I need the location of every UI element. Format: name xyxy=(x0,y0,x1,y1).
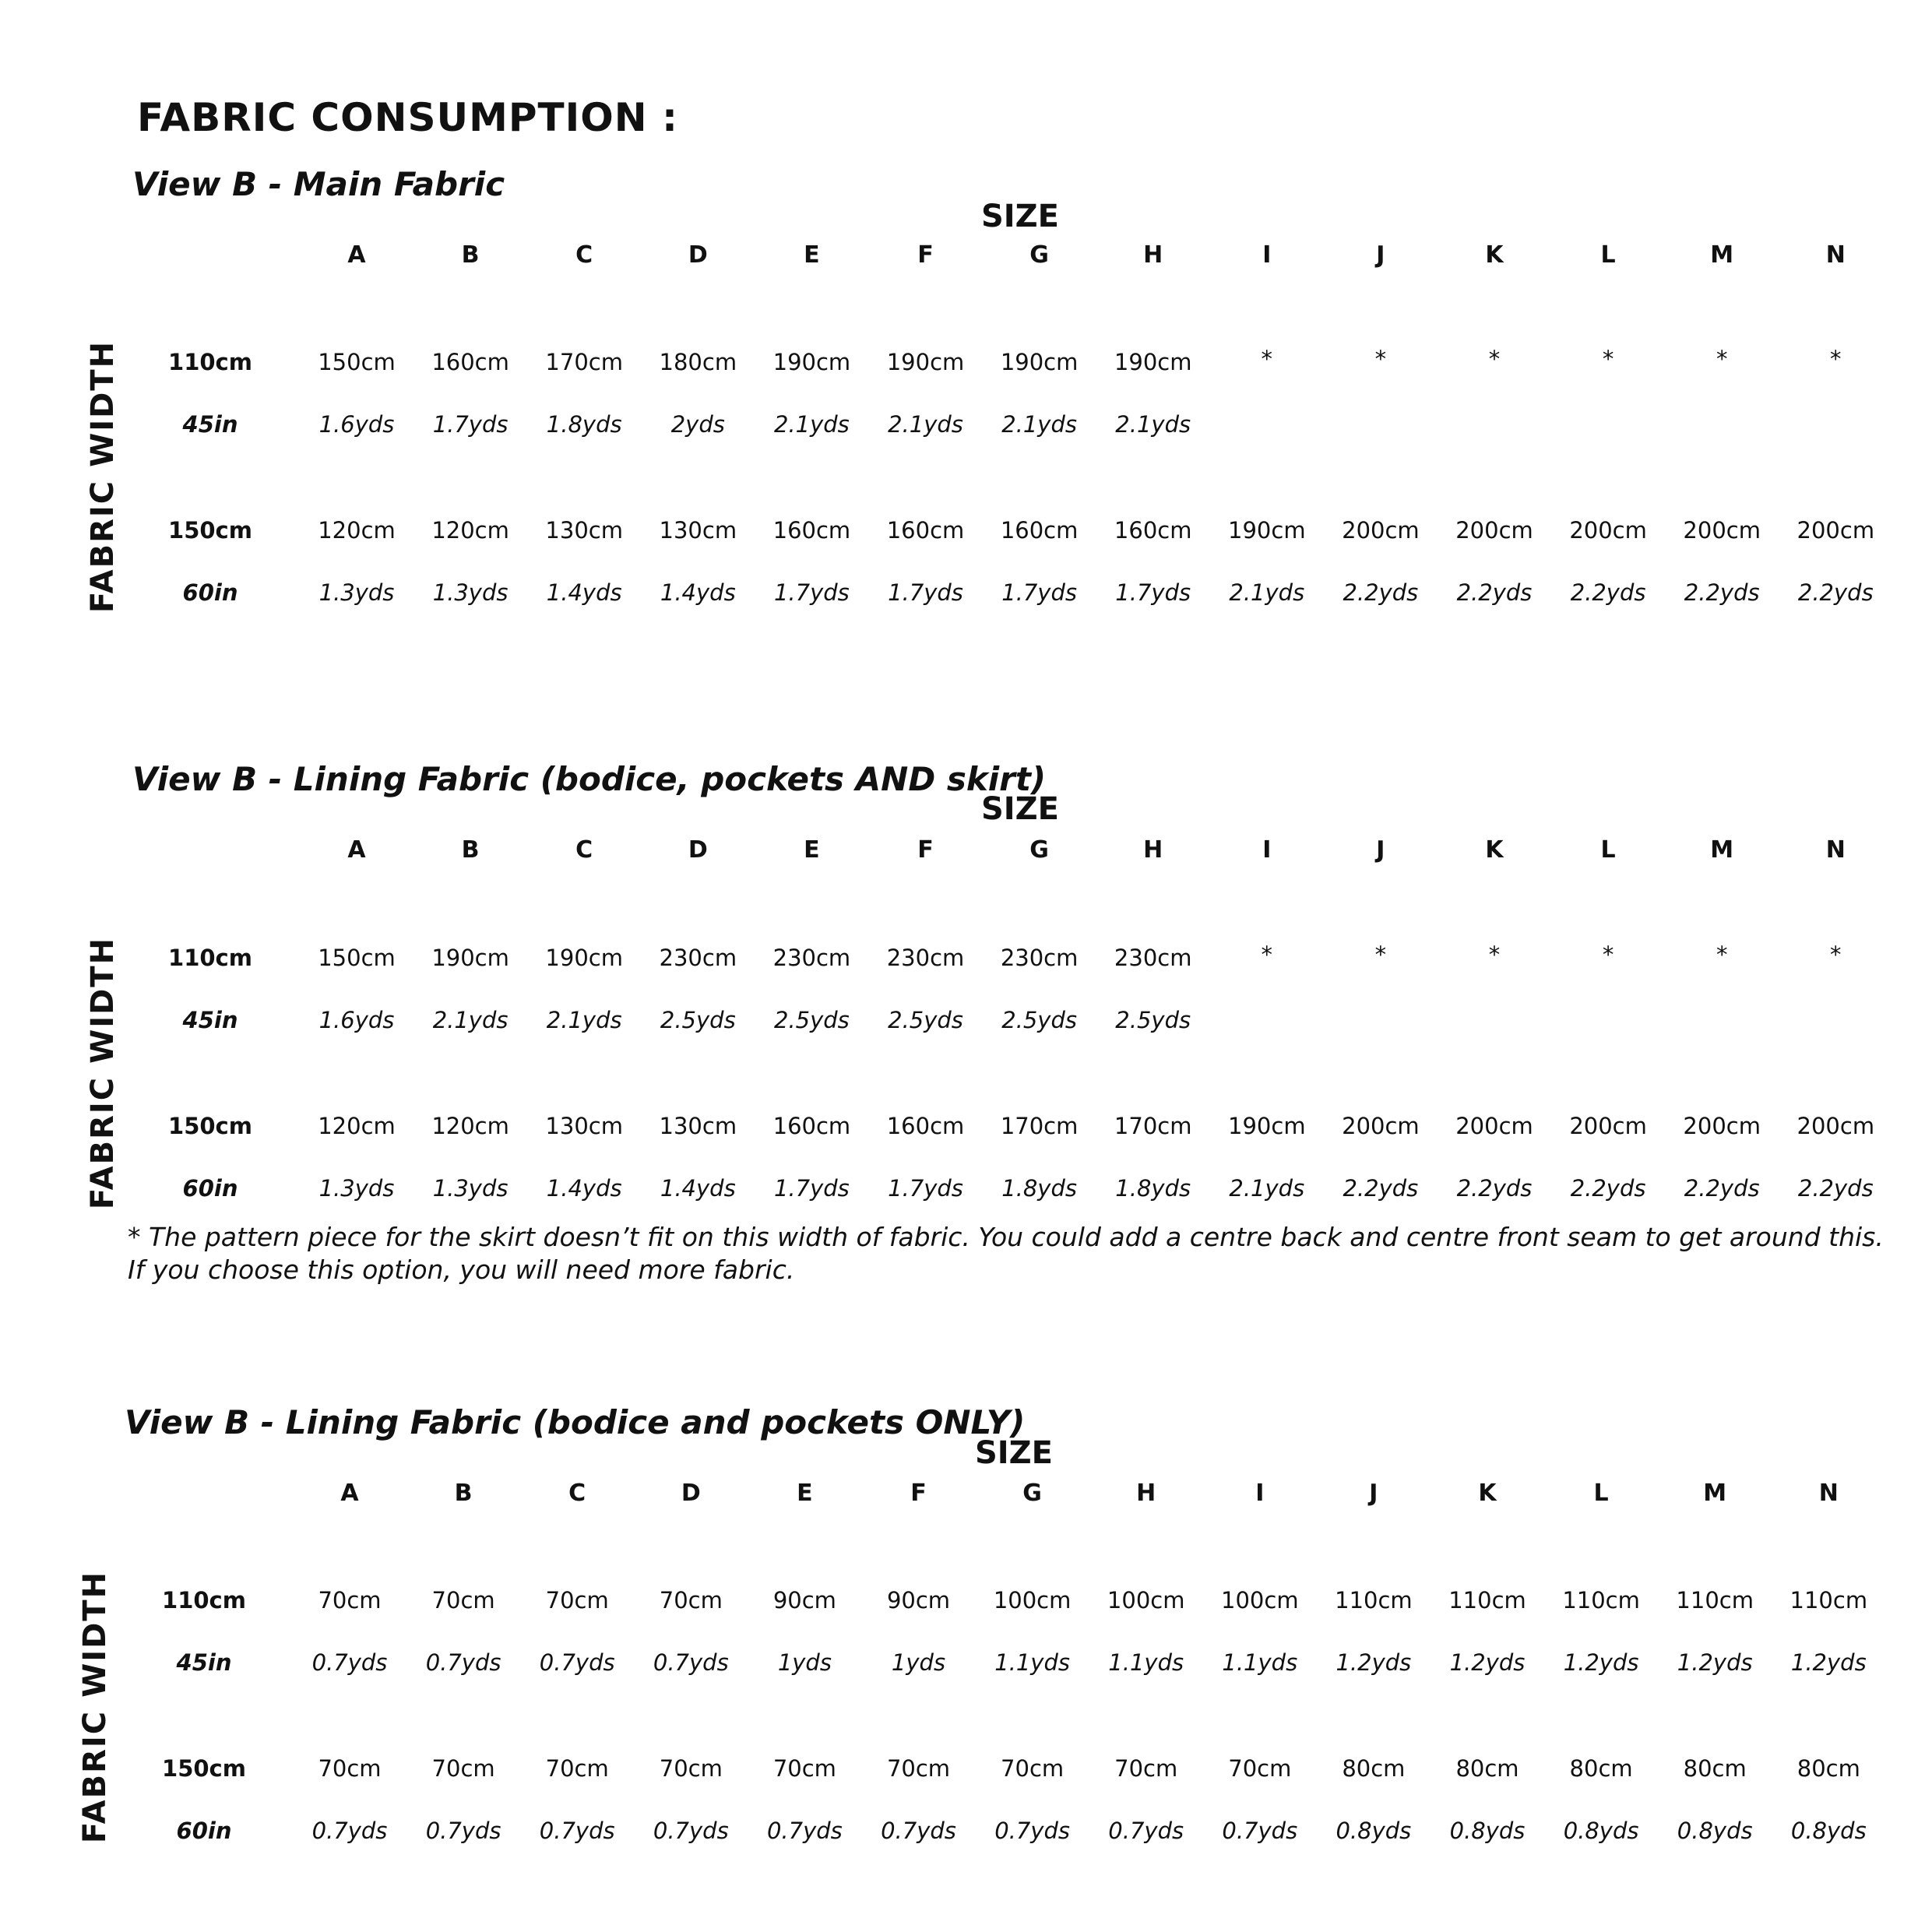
size-column-header: G xyxy=(1029,836,1049,864)
size-column-header: H xyxy=(1143,836,1163,864)
section-title: View B - Lining Fabric (bodice and pockets ONLY) xyxy=(125,1403,1026,1441)
section-title: View B - Main Fabric xyxy=(132,165,505,203)
table-cell: 1.4yds xyxy=(546,579,622,606)
table-cell: 70cm xyxy=(886,1755,951,1782)
table-cell: 160cm xyxy=(1114,517,1192,544)
size-column-header: L xyxy=(1600,241,1616,269)
table-cell: 80cm xyxy=(1797,1755,1860,1782)
table-cell: 2.5yds xyxy=(888,1007,963,1033)
table-cell: 0.7yds xyxy=(311,1649,388,1676)
table-cell: 2.1yds xyxy=(1229,579,1305,606)
table-cell: 120cm xyxy=(431,517,509,544)
table-cell: 2.5yds xyxy=(660,1007,736,1033)
table-cell: * xyxy=(1716,346,1728,372)
size-header: SIZE xyxy=(980,791,1060,827)
row-label: 110cm xyxy=(162,1587,246,1614)
table-cell: 200cm xyxy=(1342,517,1420,544)
table-cell: 0.8yds xyxy=(1449,1818,1526,1844)
table-cell: 110cm xyxy=(1789,1587,1868,1614)
table-cell: 170cm xyxy=(1000,1113,1079,1139)
size-column-header: E xyxy=(804,241,820,269)
size-column-header: J xyxy=(1369,1480,1378,1507)
table-cell: 70cm xyxy=(772,1755,836,1782)
table-cell: 2.1yds xyxy=(546,1007,622,1033)
table-cell: 2.5yds xyxy=(773,1007,850,1033)
table-cell: 190cm xyxy=(1000,349,1079,375)
table-cell: 1.7yds xyxy=(1001,579,1077,606)
row-label: 45in xyxy=(176,1649,232,1676)
section-title: View B - Lining Fabric (bodice, pockets AND skirt) xyxy=(132,760,1047,798)
table-cell: * xyxy=(1602,346,1614,372)
size-column-header: G xyxy=(1022,1480,1042,1507)
table-cell: 1.6yds xyxy=(318,1007,395,1033)
size-column-header: D xyxy=(681,1480,701,1507)
table-cell: 230cm xyxy=(659,945,737,971)
table-cell: 230cm xyxy=(772,945,851,971)
table-cell: 1.2yds xyxy=(1336,1649,1412,1676)
footnote xyxy=(128,1221,1884,1286)
table-cell: 0.7yds xyxy=(539,1818,615,1844)
table-cell: 2.2yds xyxy=(1570,579,1646,606)
table-cell: 200cm xyxy=(1455,517,1533,544)
table-cell: 200cm xyxy=(1797,1113,1875,1139)
size-column-header: B xyxy=(461,241,480,269)
table-cell: 0.8yds xyxy=(1336,1818,1412,1844)
table-cell: 190cm xyxy=(431,945,509,971)
table-cell: 2.1yds xyxy=(1001,411,1077,438)
table-cell: 200cm xyxy=(1683,1113,1761,1139)
table-cell: 70cm xyxy=(431,1587,495,1614)
size-column-header: A xyxy=(340,1480,359,1507)
table-cell: 190cm xyxy=(886,349,965,375)
table-cell: 100cm xyxy=(1107,1587,1185,1614)
size-column-header: A xyxy=(347,836,366,864)
table-cell: 2.1yds xyxy=(432,1007,509,1033)
table-cell: 200cm xyxy=(1683,517,1761,544)
table-cell: 2.5yds xyxy=(1001,1007,1077,1033)
table-cell: 120cm xyxy=(318,517,396,544)
table-cell: 1.7yds xyxy=(888,1175,963,1202)
table-cell: 150cm xyxy=(318,349,396,375)
table-cell: 230cm xyxy=(1000,945,1079,971)
row-label: 60in xyxy=(176,1818,232,1844)
table-cell: 110cm xyxy=(1676,1587,1754,1614)
size-column-header: H xyxy=(1136,1480,1156,1507)
table-cell: 1.1yds xyxy=(1108,1649,1184,1676)
table-cell: 1.4yds xyxy=(546,1175,622,1202)
table-cell: 0.8yds xyxy=(1677,1818,1753,1844)
table-cell: 200cm xyxy=(1569,1113,1647,1139)
table-cell: 1.6yds xyxy=(318,411,395,438)
size-column-header: H xyxy=(1143,241,1163,269)
size-column-header: I xyxy=(1262,241,1272,269)
table-cell: 2.2yds xyxy=(1343,1175,1419,1202)
table-cell: 110cm xyxy=(1335,1587,1413,1614)
table-cell: 1.7yds xyxy=(888,579,963,606)
size-column-header: I xyxy=(1262,836,1272,864)
size-column-header: C xyxy=(575,241,593,269)
table-cell: 0.7yds xyxy=(311,1818,388,1844)
table-cell: 160cm xyxy=(772,517,851,544)
table-cell: 150cm xyxy=(318,945,396,971)
size-column-header: I xyxy=(1255,1480,1265,1507)
table-cell: 190cm xyxy=(545,945,623,971)
table-cell: 190cm xyxy=(1228,517,1306,544)
table-cell: 80cm xyxy=(1455,1755,1519,1782)
table-cell: 0.7yds xyxy=(653,1649,729,1676)
table-cell: 90cm xyxy=(886,1587,951,1614)
table-cell: * xyxy=(1374,346,1387,372)
size-column-header: D xyxy=(688,241,708,269)
table-cell: * xyxy=(1374,941,1387,968)
table-cell: 2.2yds xyxy=(1797,579,1874,606)
table-cell: 1.3yds xyxy=(318,1175,395,1202)
fabric-width-label: FABRIC WIDTH xyxy=(77,1570,113,1844)
table-cell: 2.2yds xyxy=(1456,579,1533,606)
row-label: 60in xyxy=(182,1175,238,1202)
table-cell: 160cm xyxy=(886,517,965,544)
table-cell: 1.4yds xyxy=(660,1175,736,1202)
table-cell: 1.2yds xyxy=(1449,1649,1526,1676)
table-cell: * xyxy=(1261,346,1273,372)
table-cell: 0.7yds xyxy=(539,1649,615,1676)
table-cell: 70cm xyxy=(659,1755,723,1782)
table-cell: 70cm xyxy=(318,1755,382,1782)
table-cell: 1.1yds xyxy=(1222,1649,1298,1676)
size-column-header: M xyxy=(1710,241,1734,269)
size-column-header: C xyxy=(575,836,593,864)
table-cell: 1.8yds xyxy=(1001,1175,1077,1202)
table-cell: 110cm xyxy=(1562,1587,1640,1614)
table-cell: 160cm xyxy=(1000,517,1079,544)
table-cell: 1.8yds xyxy=(1115,1175,1191,1202)
table-cell: 2.2yds xyxy=(1684,1175,1760,1202)
table-cell: 1.7yds xyxy=(1115,579,1191,606)
table-cell: * xyxy=(1488,346,1501,372)
table-cell: 170cm xyxy=(1114,1113,1192,1139)
table-cell: 80cm xyxy=(1342,1755,1406,1782)
table-cell: 2.2yds xyxy=(1456,1175,1533,1202)
size-column-header: L xyxy=(1593,1480,1609,1507)
table-cell: 1yds xyxy=(891,1649,946,1676)
table-cell: 0.7yds xyxy=(425,1649,501,1676)
table-cell: 1.8yds xyxy=(546,411,622,438)
table-cell: 130cm xyxy=(545,1113,623,1139)
size-column-header: N xyxy=(1825,836,1846,864)
table-cell: 130cm xyxy=(659,1113,737,1139)
table-cell: 130cm xyxy=(659,517,737,544)
table-cell: 110cm xyxy=(1448,1587,1526,1614)
table-cell: 230cm xyxy=(886,945,965,971)
table-cell: 70cm xyxy=(1114,1755,1178,1782)
size-column-header: K xyxy=(1485,241,1504,269)
table-cell: 1.3yds xyxy=(432,1175,509,1202)
table-cell: 1.7yds xyxy=(432,411,509,438)
size-column-header: B xyxy=(454,1480,473,1507)
size-column-header: F xyxy=(910,1480,927,1507)
table-cell: 2.2yds xyxy=(1343,579,1419,606)
table-cell: 2.1yds xyxy=(773,411,850,438)
size-header: SIZE xyxy=(974,1435,1054,1471)
table-cell: 1.7yds xyxy=(773,579,850,606)
table-cell: 1.4yds xyxy=(660,579,736,606)
table-cell: 160cm xyxy=(431,349,509,375)
table-cell: 120cm xyxy=(431,1113,509,1139)
size-column-header: K xyxy=(1478,1480,1497,1507)
row-label: 110cm xyxy=(168,349,252,375)
table-cell: * xyxy=(1488,941,1501,968)
table-cell: 80cm xyxy=(1683,1755,1747,1782)
table-cell: 70cm xyxy=(318,1587,382,1614)
table-cell: 1.7yds xyxy=(773,1175,850,1202)
row-label: 110cm xyxy=(168,945,252,971)
size-column-header: C xyxy=(568,1480,586,1507)
table-cell: 0.8yds xyxy=(1790,1818,1867,1844)
table-cell: 170cm xyxy=(545,349,623,375)
table-cell: 2.1yds xyxy=(1115,411,1191,438)
table-cell: 190cm xyxy=(1228,1113,1306,1139)
table-cell: 0.7yds xyxy=(881,1818,956,1844)
table-cell: 0.7yds xyxy=(1222,1818,1298,1844)
table-cell: 1.2yds xyxy=(1677,1649,1753,1676)
table-cell: 2.2yds xyxy=(1684,579,1760,606)
size-column-header: A xyxy=(347,241,366,269)
size-column-header: J xyxy=(1376,241,1385,269)
table-cell: 2yds xyxy=(670,411,725,438)
table-cell: 180cm xyxy=(659,349,737,375)
table-cell: 70cm xyxy=(431,1755,495,1782)
table-cell: 70cm xyxy=(545,1755,609,1782)
size-column-header: D xyxy=(688,836,708,864)
size-column-header: B xyxy=(461,836,480,864)
fabric-width-label: FABRIC WIDTH xyxy=(85,936,121,1210)
size-column-header: M xyxy=(1703,1480,1727,1507)
footnote-line: * The pattern piece for the skirt doesn’t fit on this width of fabric. You could add a centre back and centre front seam to get around this. xyxy=(128,1222,1884,1252)
table-cell: * xyxy=(1830,941,1842,968)
table-cell: * xyxy=(1830,346,1842,372)
table-cell: 90cm xyxy=(772,1587,836,1614)
table-cell: 160cm xyxy=(886,1113,965,1139)
size-column-header: F xyxy=(917,836,934,864)
table-cell: 100cm xyxy=(993,1587,1072,1614)
table-cell: 100cm xyxy=(1221,1587,1299,1614)
table-cell: 0.7yds xyxy=(1108,1818,1184,1844)
table-cell: 0.8yds xyxy=(1563,1818,1639,1844)
size-column-header: N xyxy=(1818,1480,1839,1507)
table-cell: 2.1yds xyxy=(1229,1175,1305,1202)
table-cell: 1.2yds xyxy=(1790,1649,1867,1676)
page-title: FABRIC CONSUMPTION : xyxy=(137,95,678,140)
table-cell: 70cm xyxy=(659,1587,723,1614)
table-cell: 200cm xyxy=(1569,517,1647,544)
table-cell: 200cm xyxy=(1797,517,1875,544)
size-column-header: E xyxy=(804,836,820,864)
size-column-header: E xyxy=(797,1480,813,1507)
size-column-header: M xyxy=(1710,836,1734,864)
table-cell: 230cm xyxy=(1114,945,1192,971)
table-cell: 160cm xyxy=(772,1113,851,1139)
table-cell: 2.2yds xyxy=(1797,1175,1874,1202)
size-column-header: J xyxy=(1376,836,1385,864)
table-cell: 1yds xyxy=(777,1649,832,1676)
table-cell: * xyxy=(1261,941,1273,968)
size-column-header: L xyxy=(1600,836,1616,864)
table-cell: 1.3yds xyxy=(432,579,509,606)
table-cell: 200cm xyxy=(1342,1113,1420,1139)
table-cell: 1.1yds xyxy=(994,1649,1070,1676)
table-cell: 0.7yds xyxy=(994,1818,1070,1844)
table-cell: 190cm xyxy=(1114,349,1192,375)
table-cell: * xyxy=(1716,941,1728,968)
table-cell: 1.3yds xyxy=(318,579,395,606)
size-column-header: K xyxy=(1485,836,1504,864)
row-label: 150cm xyxy=(168,1113,252,1139)
size-header: SIZE xyxy=(980,199,1060,234)
size-column-header: F xyxy=(917,241,934,269)
size-column-header: N xyxy=(1825,241,1846,269)
table-cell: 2.2yds xyxy=(1570,1175,1646,1202)
table-cell: 0.7yds xyxy=(425,1818,501,1844)
row-label: 150cm xyxy=(162,1755,246,1782)
table-cell: 2.1yds xyxy=(888,411,963,438)
row-label: 45in xyxy=(182,411,238,438)
table-cell: 70cm xyxy=(1228,1755,1292,1782)
size-column-header: G xyxy=(1029,241,1049,269)
table-cell: 0.7yds xyxy=(766,1818,843,1844)
table-cell: 120cm xyxy=(318,1113,396,1139)
fabric-width-label: FABRIC WIDTH xyxy=(85,340,121,614)
table-cell: 190cm xyxy=(772,349,851,375)
footnote-line: If you choose this option, you will need more fabric. xyxy=(128,1255,795,1285)
table-cell: 70cm xyxy=(545,1587,609,1614)
row-label: 60in xyxy=(182,579,238,606)
table-cell: 80cm xyxy=(1569,1755,1633,1782)
table-cell: 1.2yds xyxy=(1563,1649,1639,1676)
table-cell: 2.5yds xyxy=(1115,1007,1191,1033)
table-cell: 0.7yds xyxy=(653,1818,729,1844)
table-cell: 200cm xyxy=(1455,1113,1533,1139)
table-cell: * xyxy=(1602,941,1614,968)
row-label: 150cm xyxy=(168,517,252,544)
row-label: 45in xyxy=(182,1007,238,1033)
table-cell: 70cm xyxy=(1001,1755,1065,1782)
table-cell: 130cm xyxy=(545,517,623,544)
